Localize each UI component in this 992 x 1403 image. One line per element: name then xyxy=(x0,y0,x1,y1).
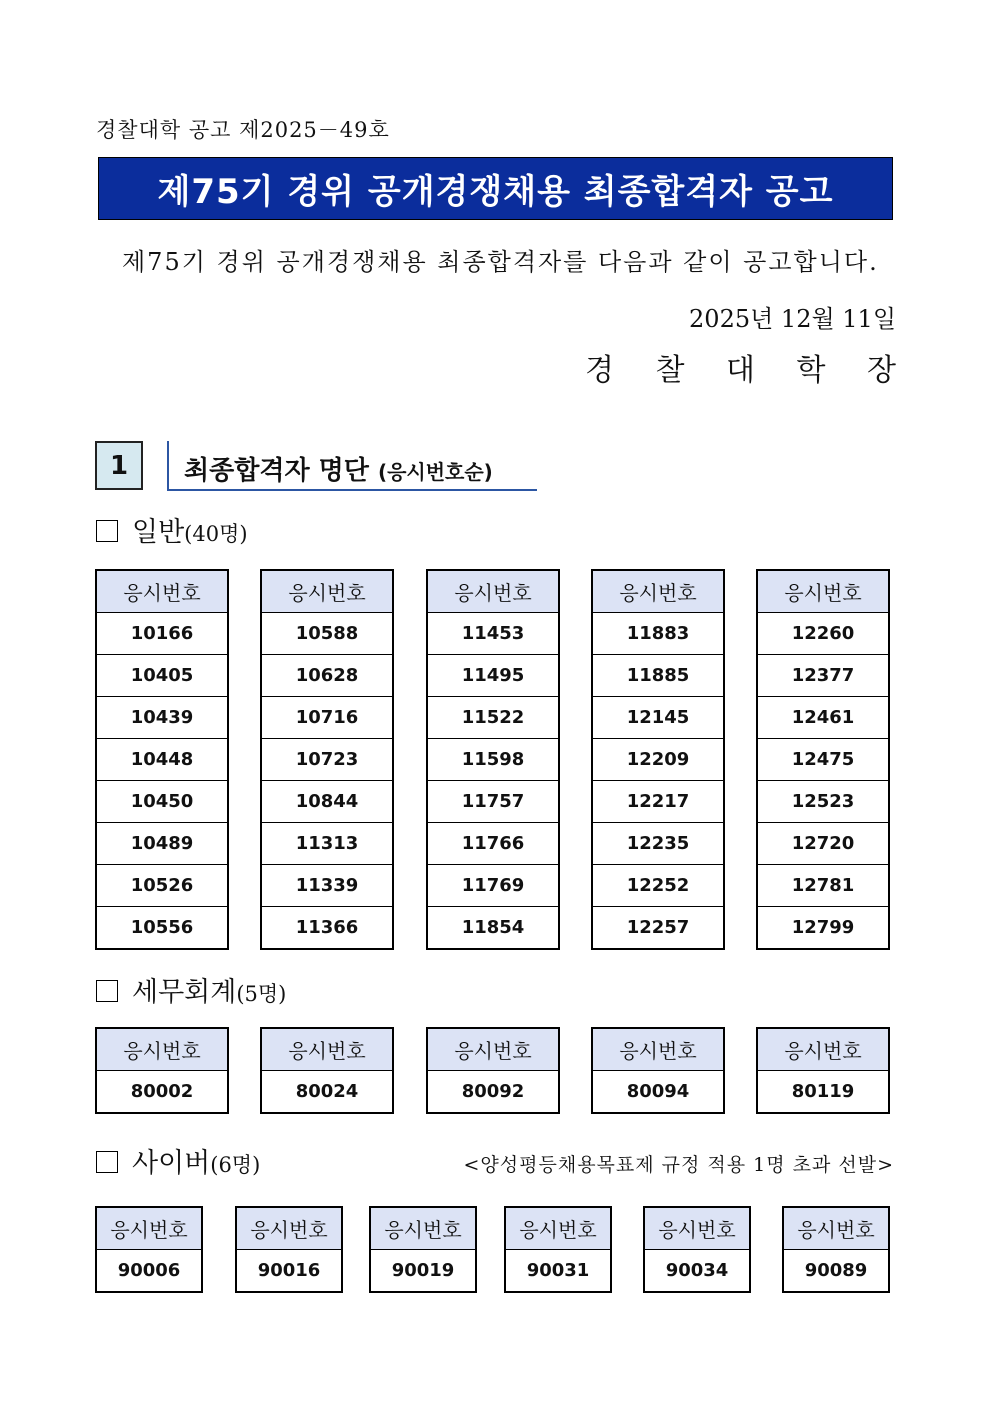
section-divider-vertical xyxy=(167,441,169,491)
applicant-number: 11757 xyxy=(427,781,559,823)
table-row xyxy=(96,1250,202,1293)
category-cyber-heading xyxy=(96,1141,260,1180)
applicant-number: 11885 xyxy=(592,655,724,697)
applicant-number: 10166 xyxy=(96,613,228,655)
category-tax-heading xyxy=(96,970,286,1009)
applicant-number: 90089 xyxy=(783,1250,889,1293)
table-row xyxy=(592,823,724,865)
table-row xyxy=(757,697,889,739)
table-row xyxy=(757,823,889,865)
table-row xyxy=(427,739,559,781)
applicant-number: 12461 xyxy=(757,697,889,739)
table-row xyxy=(427,1071,559,1114)
applicant-number: 12377 xyxy=(757,655,889,697)
applicant-number: 90016 xyxy=(236,1250,342,1293)
table-row xyxy=(96,823,228,865)
applicant-number: 10405 xyxy=(96,655,228,697)
table-row xyxy=(592,781,724,823)
applicant-number: 12209 xyxy=(592,739,724,781)
column-header: 응시번호 xyxy=(261,570,393,613)
applicant-number: 11366 xyxy=(261,907,393,950)
table-row xyxy=(96,655,228,697)
table-row xyxy=(592,697,724,739)
category-name: 사이버 xyxy=(132,1148,211,1179)
applicant-number: 10450 xyxy=(96,781,228,823)
applicant-number: 10723 xyxy=(261,739,393,781)
applicant-number: 12523 xyxy=(757,781,889,823)
applicant-number: 12475 xyxy=(757,739,889,781)
applicant-number-table xyxy=(95,569,229,950)
applicant-number-table xyxy=(426,1027,560,1114)
applicant-number-table xyxy=(426,569,560,950)
column-header: 응시번호 xyxy=(757,1028,889,1071)
table-row xyxy=(505,1250,611,1293)
applicant-number: 11854 xyxy=(427,907,559,950)
table-row xyxy=(783,1250,889,1293)
category-name: 세무회계 xyxy=(132,977,237,1008)
applicant-number: 11598 xyxy=(427,739,559,781)
table-row xyxy=(427,823,559,865)
table-row xyxy=(592,655,724,697)
applicant-number-table xyxy=(504,1206,612,1293)
applicant-number: 80119 xyxy=(757,1071,889,1114)
table-row xyxy=(757,1071,889,1114)
category-count: (40명) xyxy=(184,522,248,546)
applicant-number: 10448 xyxy=(96,739,228,781)
table-row xyxy=(592,865,724,907)
column-header: 응시번호 xyxy=(783,1207,889,1250)
table-row xyxy=(96,697,228,739)
applicant-number: 80094 xyxy=(592,1071,724,1114)
table-row xyxy=(261,781,393,823)
column-header: 응시번호 xyxy=(261,1028,393,1071)
table-row xyxy=(261,613,393,655)
applicant-number: 11495 xyxy=(427,655,559,697)
applicant-number-table xyxy=(591,569,725,950)
column-header: 응시번호 xyxy=(236,1207,342,1250)
section-title-sub: (응시번호순) xyxy=(377,460,493,484)
section-number: 1 xyxy=(95,441,143,490)
applicant-number: 10628 xyxy=(261,655,393,697)
applicant-number: 11766 xyxy=(427,823,559,865)
applicant-number: 90019 xyxy=(370,1250,476,1293)
applicant-number-table xyxy=(235,1206,343,1293)
column-header: 응시번호 xyxy=(96,1028,228,1071)
column-header: 응시번호 xyxy=(427,1028,559,1071)
table-row xyxy=(757,865,889,907)
section-divider-underline xyxy=(167,489,537,491)
table-row xyxy=(261,823,393,865)
column-header: 응시번호 xyxy=(96,570,228,613)
table-row xyxy=(96,1071,228,1114)
column-header: 응시번호 xyxy=(505,1207,611,1250)
applicant-number: 11313 xyxy=(261,823,393,865)
table-row xyxy=(427,907,559,950)
table-row xyxy=(592,1071,724,1114)
applicant-number: 11883 xyxy=(592,613,724,655)
applicant-number-table xyxy=(643,1206,751,1293)
table-row xyxy=(427,697,559,739)
page-title: 제75기 경위 공개경쟁채용 최종합격자 공고 xyxy=(157,172,834,212)
table-row xyxy=(757,655,889,697)
applicant-number: 80092 xyxy=(427,1071,559,1114)
applicant-number: 11522 xyxy=(427,697,559,739)
applicant-number: 12235 xyxy=(592,823,724,865)
applicant-number: 10716 xyxy=(261,697,393,739)
applicant-number: 10439 xyxy=(96,697,228,739)
applicant-number: 12781 xyxy=(757,865,889,907)
section-title xyxy=(184,450,493,487)
column-header: 응시번호 xyxy=(644,1207,750,1250)
notice-date: 2025년 12월 11일 xyxy=(689,305,896,333)
table-row xyxy=(96,865,228,907)
applicant-number: 12260 xyxy=(757,613,889,655)
applicant-number: 11769 xyxy=(427,865,559,907)
applicant-number-table xyxy=(369,1206,477,1293)
applicant-number-table xyxy=(756,1027,890,1114)
applicant-number: 12252 xyxy=(592,865,724,907)
applicant-number: 90034 xyxy=(644,1250,750,1293)
table-row xyxy=(261,907,393,950)
applicant-number: 10526 xyxy=(96,865,228,907)
table-row xyxy=(592,907,724,950)
category-count: (6명) xyxy=(210,1153,261,1177)
table-row xyxy=(427,865,559,907)
checkbox-square-icon xyxy=(96,520,118,542)
table-row xyxy=(757,907,889,950)
applicant-number: 10588 xyxy=(261,613,393,655)
column-header: 응시번호 xyxy=(757,570,889,613)
column-header: 응시번호 xyxy=(592,570,724,613)
applicant-number: 90031 xyxy=(505,1250,611,1293)
table-row xyxy=(96,781,228,823)
applicant-number: 12799 xyxy=(757,907,889,950)
category-general-heading xyxy=(96,510,248,549)
applicant-number-table xyxy=(260,1027,394,1114)
table-row xyxy=(96,907,228,950)
applicant-number-table xyxy=(95,1206,203,1293)
applicant-number-table xyxy=(756,569,890,950)
column-header: 응시번호 xyxy=(370,1207,476,1250)
applicant-number: 10489 xyxy=(96,823,228,865)
applicant-number: 10556 xyxy=(96,907,228,950)
applicant-number: 80024 xyxy=(261,1071,393,1114)
column-header: 응시번호 xyxy=(96,1207,202,1250)
table-row xyxy=(757,781,889,823)
table-row xyxy=(427,613,559,655)
section-title-main: 최종합격자 명단 xyxy=(184,456,369,486)
title-banner xyxy=(98,157,893,220)
cyber-selection-note: <양성평등채용목표제 규정 적용 1명 초과 선발> xyxy=(463,1154,894,1176)
applicant-number: 11453 xyxy=(427,613,559,655)
applicant-number-table xyxy=(260,569,394,950)
table-row xyxy=(96,613,228,655)
table-row xyxy=(236,1250,342,1293)
applicant-number: 11339 xyxy=(261,865,393,907)
checkbox-square-icon xyxy=(96,1151,118,1173)
signer: 경 찰 대 학 장 xyxy=(584,353,912,388)
applicant-number: 12217 xyxy=(592,781,724,823)
table-row xyxy=(427,655,559,697)
table-row xyxy=(427,781,559,823)
category-count: (5명) xyxy=(236,982,287,1006)
applicant-number: 10844 xyxy=(261,781,393,823)
checkbox-square-icon xyxy=(96,980,118,1002)
applicant-number-table xyxy=(95,1027,229,1114)
column-header: 응시번호 xyxy=(592,1028,724,1071)
applicant-number: 80002 xyxy=(96,1071,228,1114)
table-row xyxy=(644,1250,750,1293)
table-row xyxy=(261,697,393,739)
category-name: 일반 xyxy=(132,517,185,548)
applicant-number: 12145 xyxy=(592,697,724,739)
table-row xyxy=(592,739,724,781)
table-row xyxy=(261,739,393,781)
applicant-number: 12720 xyxy=(757,823,889,865)
table-row xyxy=(592,613,724,655)
notice-number: 경찰대학 공고 제2025－49호 xyxy=(96,118,390,142)
table-row xyxy=(757,613,889,655)
intro-text: 제75기 경위 공개경쟁채용 최종합격자를 다음과 같이 공고합니다. xyxy=(122,248,879,276)
table-row xyxy=(261,865,393,907)
applicant-number-table xyxy=(591,1027,725,1114)
applicant-number-table xyxy=(782,1206,890,1293)
applicant-number: 12257 xyxy=(592,907,724,950)
applicant-number: 90006 xyxy=(96,1250,202,1293)
table-row xyxy=(370,1250,476,1293)
column-header: 응시번호 xyxy=(427,570,559,613)
table-row xyxy=(96,739,228,781)
table-row xyxy=(757,739,889,781)
table-row xyxy=(261,1071,393,1114)
table-row xyxy=(261,655,393,697)
